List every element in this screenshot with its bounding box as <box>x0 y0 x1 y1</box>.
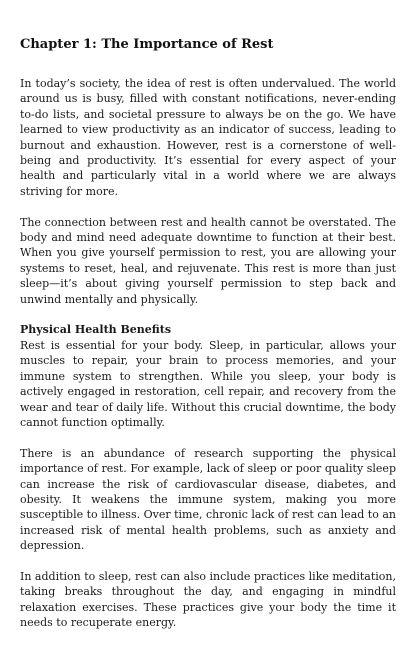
body-paragraph: There is an abundance of research supporting the physical importance of rest. For example, lack of sleep or poor quality sleep can increase the risk of cardiovascular disease, diabetes, and obesity. It weakens the immune system, making you more susceptible to illness. Over time, chronic lack of rest can lead to an increased risk of mental health problems, such as anxiety and depression. <box>20 446 396 553</box>
chapter-title: Chapter 1: The Importance of Rest <box>20 37 274 52</box>
body-paragraph: In addition to sleep, rest can also include practices like meditation, taking breaks throughout the day, and engaging in mindful relaxation exercises. These practices give your body the time it needs to recuperate energy. <box>20 569 396 630</box>
body-paragraph: In today’s society, the idea of rest is often undervalued. The world around us is busy, filled with constant notifications, never-ending to-do lists, and societal pressure to always be on the go. We have learned to view productivity as an indicator of success, leading to burnout and exhaustion. However, rest is a cornerstone of well-being and productivity. It’s essential for every aspect of your health and particularly vital in a world where we are always striving for more. <box>20 77 396 198</box>
body-paragraph: Rest is essential for your body. Sleep, in particular, allows your muscles to repair, your brain to process memories, and your immune system to strengthen. While you sleep, your body is actively engaged in restoration, cell repair, and recovery from the wear and tear of daily life. Without this crucial downtime, the body cannot function optimally. <box>20 338 396 429</box>
section-heading: Physical Health Benefits <box>20 323 172 337</box>
body-paragraph: The connection between rest and health cannot be overstated. The body and mind need adequate downtime to function at their best. When you give yourself permission to rest, you are allowing your systems to reset, heal, and rejuvenate. This rest is more than just sleep—it’s about giving yourself permission to step back and unwind mentally and physically. <box>20 215 396 306</box>
